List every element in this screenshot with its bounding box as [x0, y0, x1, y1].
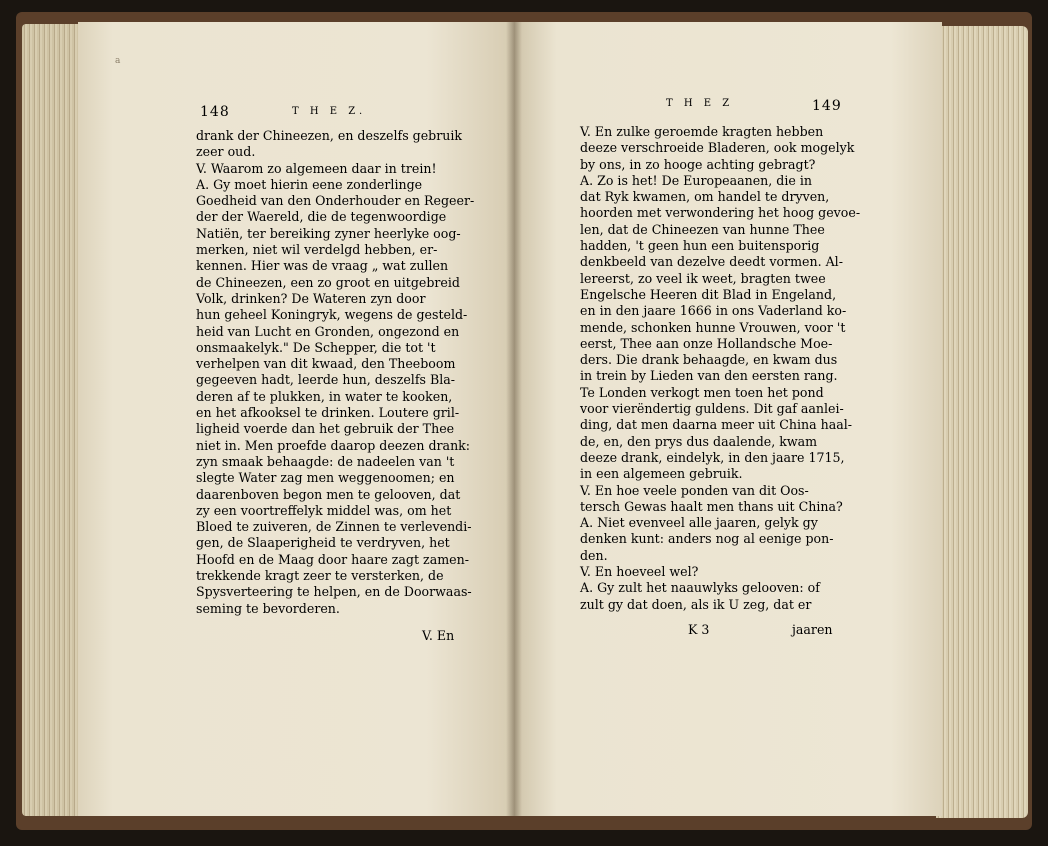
text-line: V. En hoe veele ponden van dit Oos-: [580, 482, 809, 498]
right-signature: K 3: [688, 622, 710, 637]
text-line: deren af te plukken, in water te kooken,: [196, 388, 453, 404]
text-line: kennen. Hier was de vraag „ wat zullen: [196, 258, 449, 274]
text-line: A. Gy moet hierin eene zonderlinge: [196, 176, 423, 192]
text-line: heid van Lucht en Gronden, ongezond en: [196, 323, 460, 339]
text-line: Goedheid van den Onderhouder en Regeer-: [196, 193, 475, 209]
text-line: eerst, Thee aan onze Hollandsche Moe-: [580, 335, 833, 351]
text-line: zy een voortreffelyk middel was, om het: [196, 502, 452, 518]
text-line: deeze verschroeide Bladeren, ook mogelyk: [580, 140, 855, 156]
text-line: niet in. Men proefde daarop deezen drank:: [196, 437, 471, 453]
left-page-number: 148: [200, 104, 230, 120]
text-line: lereerst, zo veel ik weet, bragten twee: [580, 270, 826, 286]
text-line: Engelsche Heeren dit Blad in Engeland,: [580, 286, 837, 302]
text-line: Natiën, ter bereiking zyner heerlyke oog-: [196, 225, 461, 241]
text-line: denkbeeld van dezelve deedt vormen. Al-: [580, 254, 843, 270]
text-line: seming te bevorderen.: [196, 600, 340, 616]
text-line: V. En hoeveel wel?: [580, 564, 699, 580]
left-page-text: [196, 128, 474, 617]
text-line: drank der Chineezen, en deszelfs gebruik: [196, 128, 463, 143]
text-line: V. Waarom zo algemeen daar in trein!: [196, 160, 437, 176]
text-line: zult gy dat doen, als ik U zeg, dat er: [580, 596, 812, 612]
corner-mark: a: [115, 56, 121, 66]
text-line: ding, dat men daarna meer uit China haal-: [580, 417, 853, 433]
text-line: tersch Gewas haalt men thans uit China?: [580, 498, 843, 514]
left-catchword: V. En: [422, 628, 455, 643]
text-line: hadden, 't geen hun een buitensporig: [580, 238, 820, 254]
text-line: onsmaakelyk." De Schepper, die tot 't: [196, 339, 436, 355]
text-line: mende, schonken hunne Vrouwen, voor 't: [580, 319, 846, 335]
text-line: Hoofd en de Maag door haare zagt zamen-: [196, 551, 469, 567]
text-line: slegte Water zag men weggenoomen; en: [196, 470, 455, 486]
left-running-head: T H E Z.: [292, 106, 367, 117]
text-line: hun geheel Koningryk, wegens de gesteld-: [196, 307, 468, 323]
right-page-text: [580, 124, 860, 613]
text-line: ligheid voerde dan het gebruik der Thee: [196, 421, 455, 437]
text-line: zyn smaak behaagde: de nadeelen van 't: [196, 453, 455, 469]
text-line: len, dat de Chineezen van hunne Thee: [580, 221, 825, 237]
text-line: in trein by Lieden van den eersten rang.: [580, 368, 838, 384]
text-line: in een algemeen gebruik.: [580, 466, 743, 482]
text-line: A. Niet evenveel alle jaaren, gelyk gy: [580, 515, 818, 531]
text-line: denken kunt: anders nog al eenige pon-: [580, 531, 834, 547]
text-line: den.: [580, 547, 608, 563]
right-running-head: T H E Z: [666, 98, 734, 109]
right-catchword: jaaren: [792, 622, 833, 637]
text-line: deeze drank, eindelyk, in den jaare 1715,: [580, 449, 845, 465]
text-line: de, en, den prys dus daalende, kwam: [580, 433, 818, 449]
text-line: A. Zo is het! De Europeaanen, die in: [580, 172, 812, 188]
text-line: en in den jaare 1666 in ons Vaderland ko-: [580, 303, 847, 319]
text-line: voor vierëndertig guldens. Dit gaf aanlei-: [580, 401, 844, 417]
text-line: gen, de Slaaperigheid te verdryven, het: [196, 535, 450, 551]
text-line: merken, niet wil verdelgd hebben, er-: [196, 242, 438, 258]
text-line: dat Ryk kwamen, om handel te dryven,: [580, 189, 830, 205]
text-line: daarenboven begon men te gelooven, dat: [196, 486, 461, 502]
text-line: der der Waereld, die de tegenwoordige: [196, 209, 447, 225]
text-line: verhelpen van dit kwaad, den Theeboom: [196, 356, 456, 372]
text-line: V. En zulke geroemde kragten hebben: [580, 124, 824, 139]
text-line: Bloed te zuiveren, de Zinnen te verlevendi-: [196, 519, 472, 535]
text-line: en het afkooksel te drinken. Loutere gril-: [196, 405, 460, 421]
book-gutter: [506, 22, 522, 816]
text-line: de Chineezen, een zo groot en uitgebreid: [196, 274, 460, 290]
text-line: Volk, drinken? De Wateren zyn door: [196, 290, 426, 306]
text-line: gegeeven hadt, leerde hun, deszelfs Bla-: [196, 372, 455, 388]
left-page-edges: [22, 24, 80, 816]
text-line: zeer oud.: [196, 144, 256, 160]
text-line: hoorden met verwondering het hoog gevoe-: [580, 205, 861, 221]
text-line: ders. Die drank behaagde, en kwam dus: [580, 352, 838, 368]
text-line: Spysverteering te helpen, en de Doorwaas-: [196, 584, 472, 600]
text-line: A. Gy zult het naauwlyks gelooven: of: [580, 580, 820, 596]
right-page-edges: [936, 26, 1028, 818]
text-line: Te Londen verkogt men toen het pond: [580, 384, 824, 400]
text-line: trekkende kragt zeer te versterken, de: [196, 568, 444, 584]
text-line: by ons, in zo hooge achting gebragt?: [580, 156, 816, 172]
right-page-number: 149: [812, 98, 842, 114]
